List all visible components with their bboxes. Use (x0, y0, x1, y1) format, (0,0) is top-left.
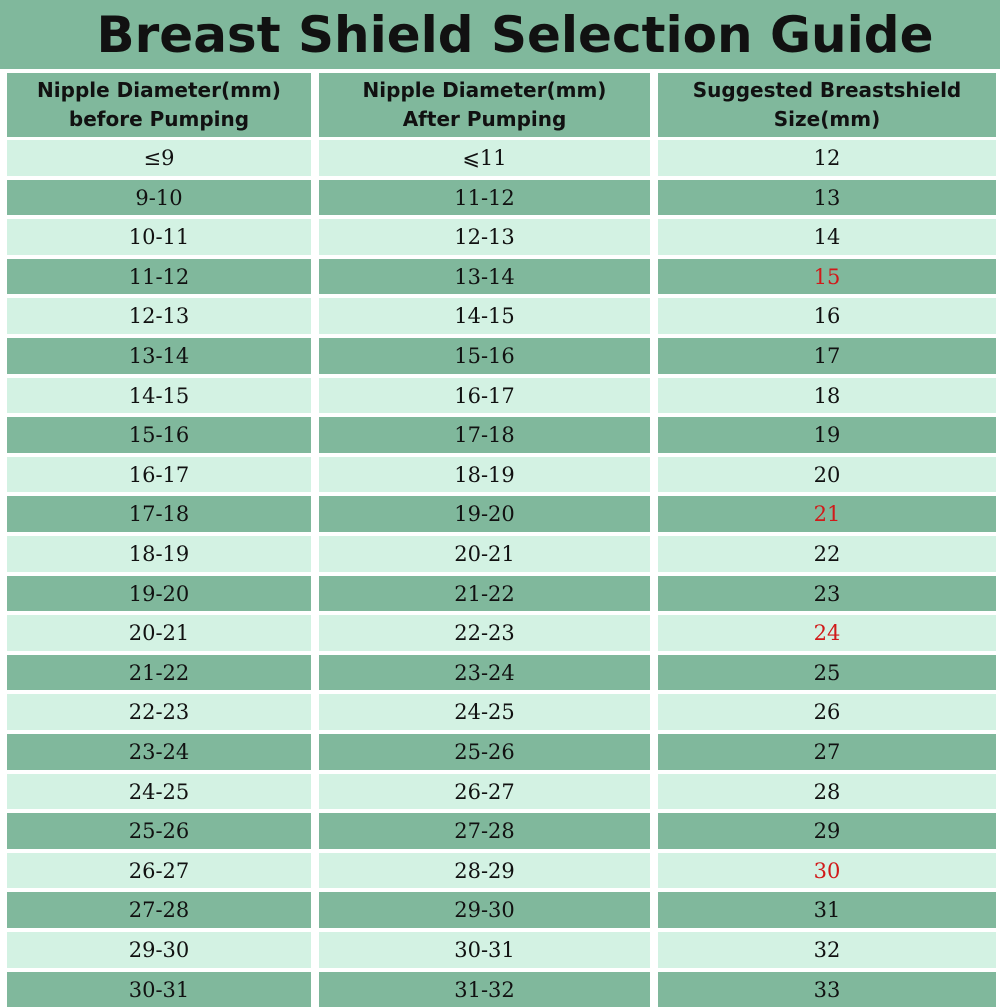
table-row (0, 259, 1000, 294)
cell-after-pumping: 12-13 (319, 219, 650, 255)
cell-suggested-size: 12 (658, 140, 996, 176)
cell-before-pumping: 16-17 (7, 457, 311, 492)
cell-before-pumping: 9-10 (7, 180, 311, 215)
cell-before-pumping: 12-13 (7, 298, 311, 334)
cell-after-pumping: 13-14 (319, 259, 650, 294)
table-row (0, 972, 1000, 1007)
cell-after-pumping: 16-17 (319, 378, 650, 413)
cell-after-pumping: 17-18 (319, 417, 650, 453)
cell-after-pumping: 29-30 (319, 892, 650, 928)
cell-before-pumping: 21-22 (7, 655, 311, 690)
cell-suggested-size: 26 (658, 694, 996, 730)
cell-before-pumping: 29-30 (7, 932, 311, 968)
table-row (0, 576, 1000, 611)
cell-before-pumping: ≤9 (7, 140, 311, 176)
cell-suggested-size: 29 (658, 813, 996, 849)
cell-after-pumping: 26-27 (319, 774, 650, 809)
cell-after-pumping: 31-32 (319, 972, 650, 1007)
cell-after-pumping: ⩽11 (319, 140, 650, 176)
cell-before-pumping: 27-28 (7, 892, 311, 928)
cell-after-pumping: 20-21 (319, 536, 650, 572)
cell-before-pumping: 25-26 (7, 813, 311, 849)
cell-suggested-size: 16 (658, 298, 996, 334)
header-before-line1: Nipple Diameter(mm) (37, 78, 281, 102)
cell-after-pumping: 14-15 (319, 298, 650, 334)
cell-before-pumping: 10-11 (7, 219, 311, 255)
table-row (0, 496, 1000, 532)
cell-suggested-size: 21 (658, 496, 996, 532)
cell-suggested-size: 24 (658, 615, 996, 651)
table-row (0, 140, 1000, 176)
cell-before-pumping: 23-24 (7, 734, 311, 770)
cell-suggested-size: 32 (658, 932, 996, 968)
cell-after-pumping: 28-29 (319, 853, 650, 888)
cell-after-pumping: 19-20 (319, 496, 650, 532)
table-row (0, 298, 1000, 334)
size-table (0, 69, 1000, 1002)
header-after-pumping (319, 73, 650, 137)
cell-suggested-size: 20 (658, 457, 996, 492)
cell-before-pumping: 30-31 (7, 972, 311, 1007)
header-size-line2: Size(mm) (773, 107, 881, 131)
title-bar (0, 0, 1000, 69)
table-row (0, 694, 1000, 730)
cell-before-pumping: 24-25 (7, 774, 311, 809)
table-row (0, 219, 1000, 255)
cell-suggested-size: 25 (658, 655, 996, 690)
header-before-line2: before Pumping (68, 107, 250, 131)
cell-suggested-size: 19 (658, 417, 996, 453)
table-row (0, 932, 1000, 968)
cell-after-pumping: 25-26 (319, 734, 650, 770)
cell-before-pumping: 13-14 (7, 338, 311, 374)
cell-after-pumping: 22-23 (319, 615, 650, 651)
cell-after-pumping: 11-12 (319, 180, 650, 215)
cell-after-pumping: 30-31 (319, 932, 650, 968)
cell-suggested-size: 13 (658, 180, 996, 215)
cell-before-pumping: 11-12 (7, 259, 311, 294)
cell-after-pumping: 27-28 (319, 813, 650, 849)
cell-before-pumping: 14-15 (7, 378, 311, 413)
header-size-line1: Suggested Breastshield (692, 78, 962, 102)
table-header-row (0, 73, 1000, 137)
cell-before-pumping: 26-27 (7, 853, 311, 888)
table-row (0, 338, 1000, 374)
table-row (0, 655, 1000, 690)
cell-before-pumping: 22-23 (7, 694, 311, 730)
cell-before-pumping: 17-18 (7, 496, 311, 532)
header-after-line2: After Pumping (402, 107, 567, 131)
cell-suggested-size: 23 (658, 576, 996, 611)
table-row (0, 378, 1000, 413)
table-row (0, 180, 1000, 215)
table-row (0, 892, 1000, 928)
header-suggested-size (658, 73, 996, 137)
cell-suggested-size: 27 (658, 734, 996, 770)
cell-suggested-size: 17 (658, 338, 996, 374)
cell-after-pumping: 24-25 (319, 694, 650, 730)
header-before-pumping (7, 73, 311, 137)
cell-suggested-size: 18 (658, 378, 996, 413)
cell-suggested-size: 22 (658, 536, 996, 572)
header-after-line1: Nipple Diameter(mm) (362, 78, 607, 102)
page-title: Breast Shield Selection Guide (96, 5, 934, 64)
cell-suggested-size: 28 (658, 774, 996, 809)
table-row (0, 813, 1000, 849)
table-row (0, 417, 1000, 453)
cell-after-pumping: 21-22 (319, 576, 650, 611)
table-row (0, 734, 1000, 770)
cell-after-pumping: 15-16 (319, 338, 650, 374)
cell-after-pumping: 23-24 (319, 655, 650, 690)
table-row (0, 853, 1000, 888)
table-row (0, 457, 1000, 492)
table-row (0, 615, 1000, 651)
cell-before-pumping: 20-21 (7, 615, 311, 651)
cell-suggested-size: 30 (658, 853, 996, 888)
cell-suggested-size: 33 (658, 972, 996, 1007)
cell-after-pumping: 18-19 (319, 457, 650, 492)
cell-before-pumping: 19-20 (7, 576, 311, 611)
cell-before-pumping: 18-19 (7, 536, 311, 572)
cell-before-pumping: 15-16 (7, 417, 311, 453)
table-row (0, 774, 1000, 809)
cell-suggested-size: 14 (658, 219, 996, 255)
table-row (0, 536, 1000, 572)
cell-suggested-size: 31 (658, 892, 996, 928)
cell-suggested-size: 15 (658, 259, 996, 294)
